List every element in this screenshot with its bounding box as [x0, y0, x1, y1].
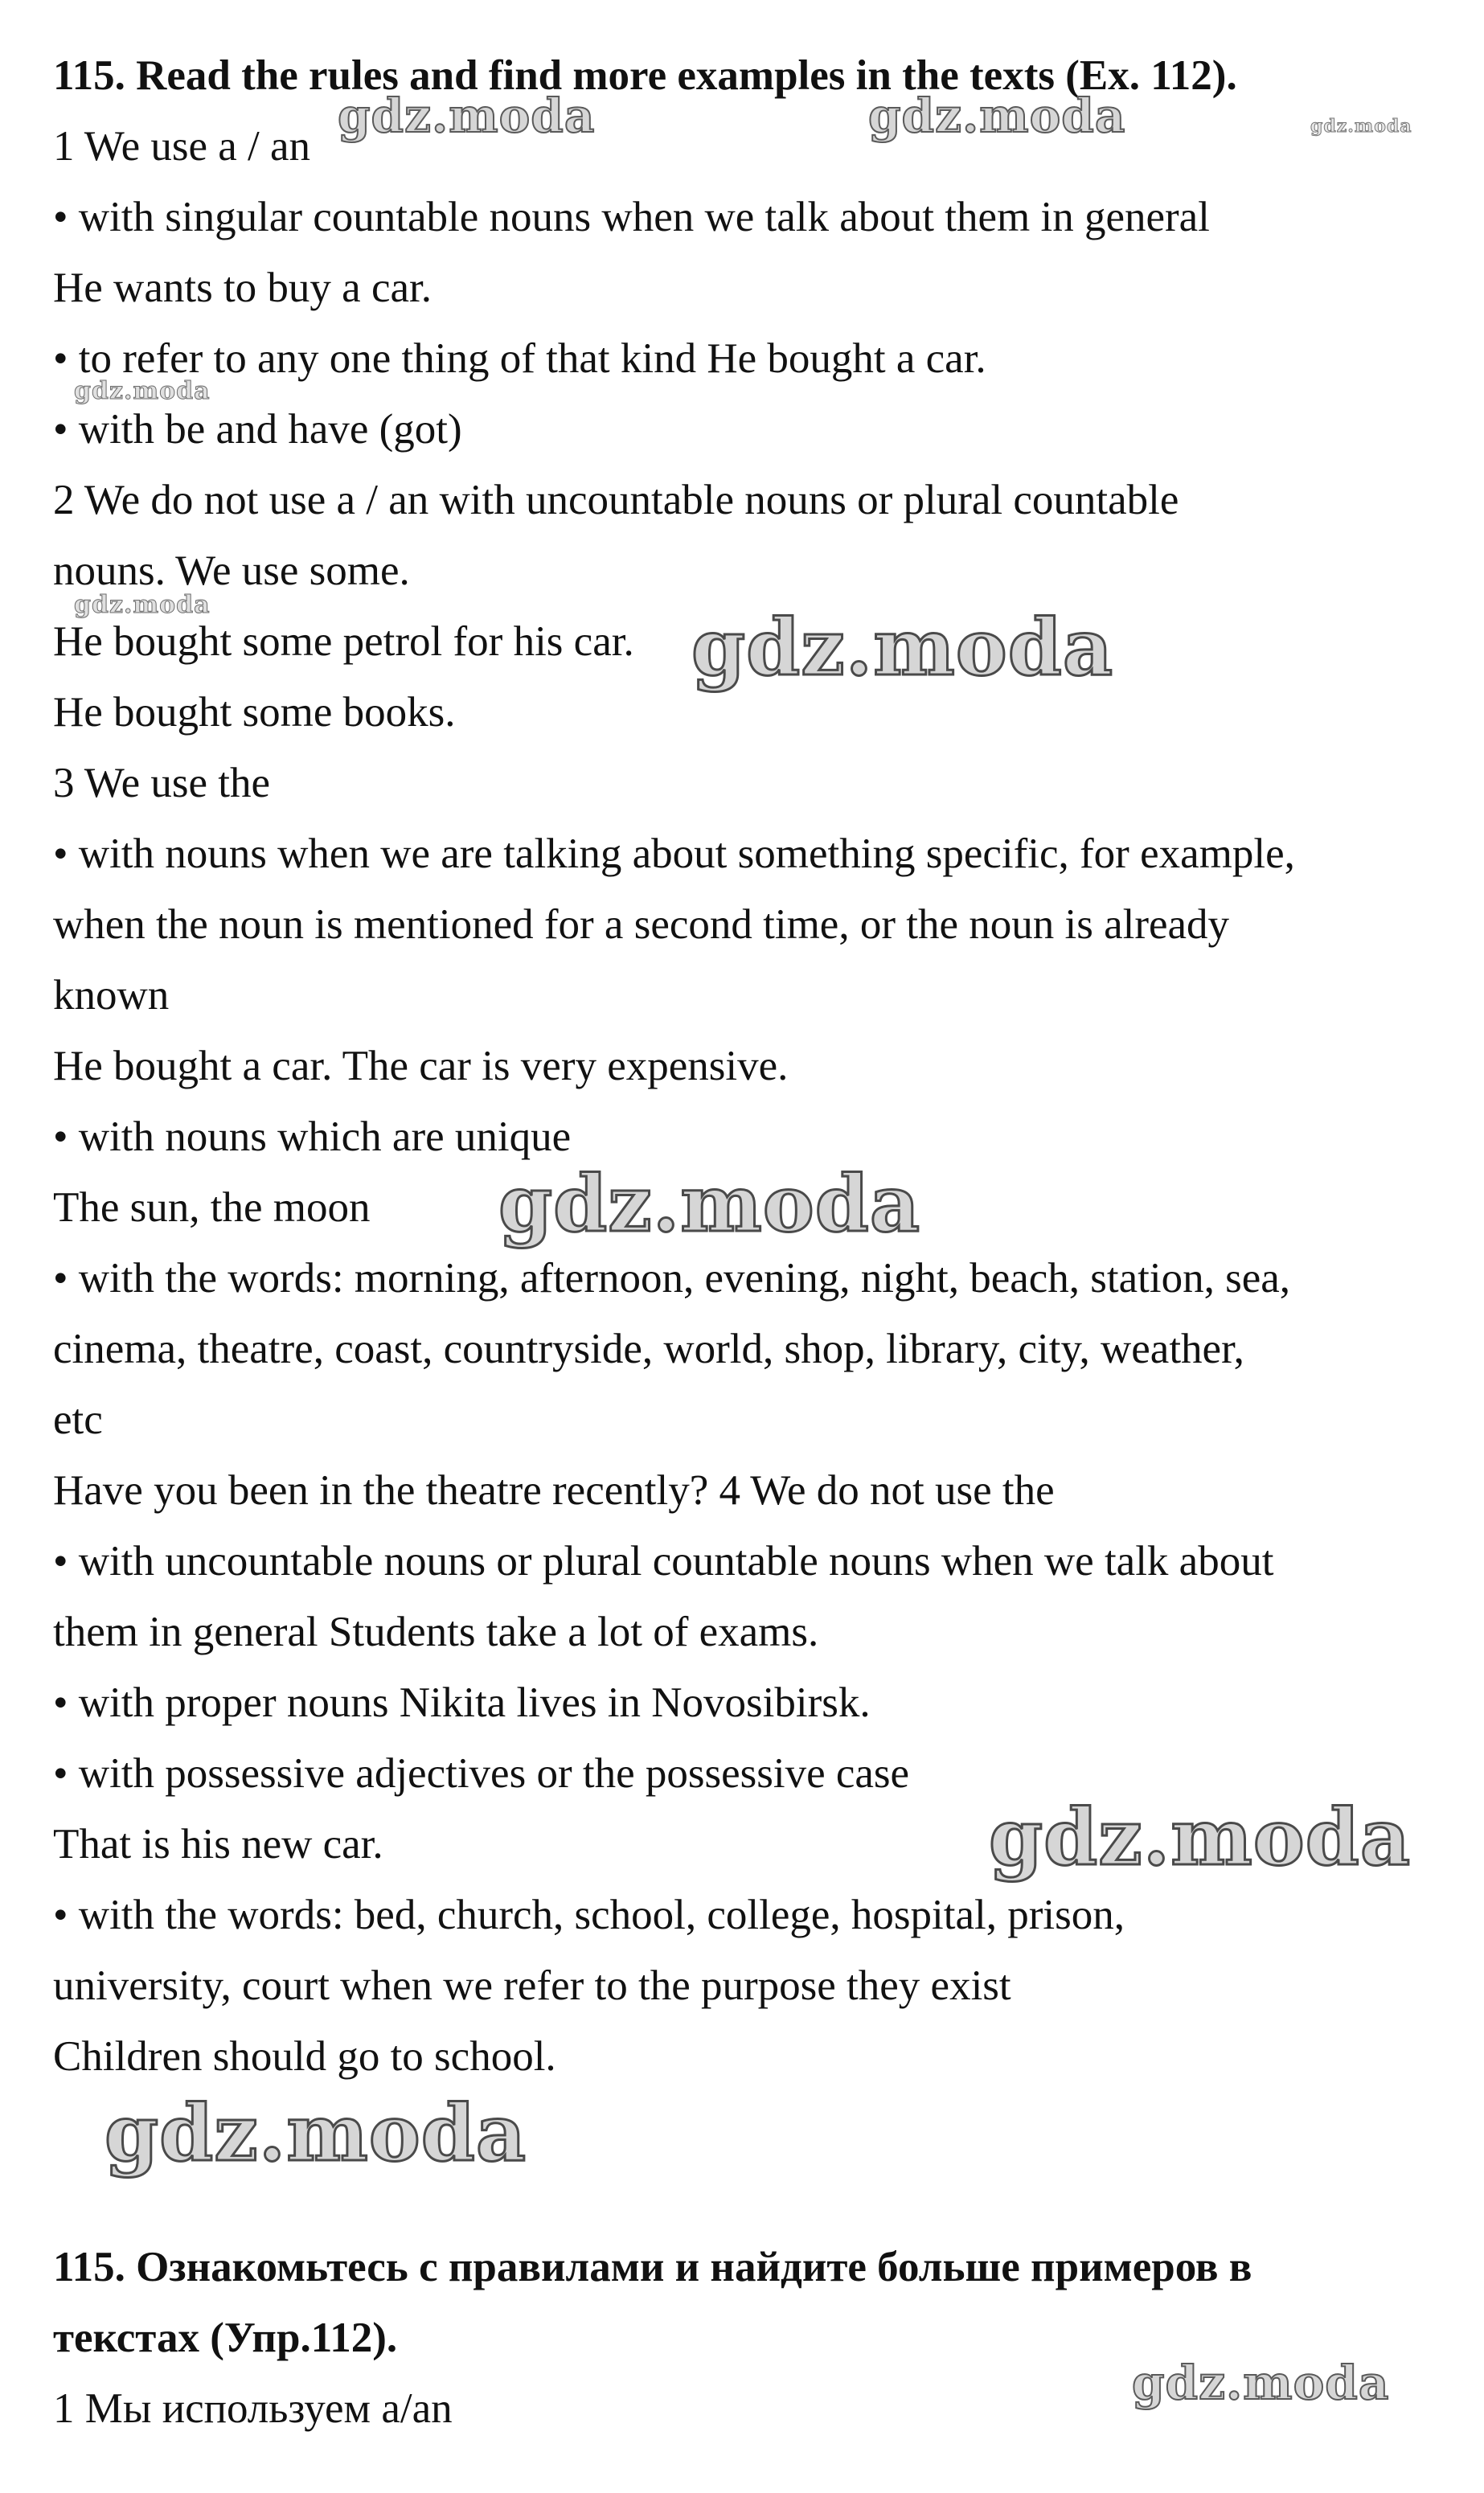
text-line: nouns. We use some. [53, 547, 410, 594]
text-line: university, court when we refer to the purpose they exist [53, 1962, 1011, 2009]
watermark: gdz.moda [691, 602, 1114, 693]
text-line: • with uncountable nouns or plural countable nouns when we talk about [53, 1538, 1274, 1585]
text-line: • with singular countable nouns when we talk about them in general [53, 194, 1210, 240]
text-line: He wants to buy a car. [53, 264, 432, 311]
text-line: etc [53, 1396, 103, 1443]
watermark: gdz.moda [74, 377, 211, 405]
text-line: • with be and have (got) [53, 406, 462, 453]
text-line: them in general Students take a lot of exams. [53, 1609, 819, 1655]
exercise-heading-en: 115. Read the rules and find more examples in the texts (Ex. 112). [53, 52, 1237, 99]
text-line: • with nouns which are unique [53, 1113, 572, 1160]
text-line: Have you been in the theatre recently? 4 We do not use the [53, 1467, 1055, 1514]
text-line: He bought a car. The car is very expensive. [53, 1043, 789, 1089]
text-line: Children should go to school. [53, 2033, 556, 2080]
text-line: 2 We do not use a / an with uncountable nouns or plural countable [53, 477, 1179, 523]
text-line: He bought some books. [53, 689, 456, 736]
watermark: gdz.moda [868, 88, 1126, 143]
text-line-ru: 1 Мы используем a/an [53, 2385, 453, 2432]
watermark: gdz.moda [498, 1158, 921, 1249]
watermark: gdz.moda [1310, 116, 1412, 137]
text-line: • with possessive adjectives or the possessive case [53, 1750, 910, 1797]
watermark: gdz.moda [338, 88, 596, 143]
watermark: gdz.moda [1132, 2356, 1390, 2410]
text-line: That is his new car. [53, 1821, 383, 1868]
watermark: gdz.moda [74, 591, 211, 619]
text-line: 3 We use the [53, 760, 270, 806]
text-line: • with the words: morning, afternoon, evening, night, beach, station, sea, [53, 1255, 1291, 1302]
text-line: cinema, theatre, coast, countryside, world, shop, library, city, weather, [53, 1326, 1244, 1372]
text-line: • with proper nouns Nikita lives in Novosibirsk. [53, 1679, 871, 1726]
text-line: when the noun is mentioned for a second time, or the noun is already [53, 901, 1230, 948]
exercise-heading-ru: 115. Ознакомьтесь с правилами и найдите больше примеров в [53, 2244, 1252, 2290]
text-line: He bought some petrol for his car. [53, 618, 634, 665]
text-line: known [53, 972, 170, 1019]
text-line: The sun, the moon [53, 1184, 371, 1231]
watermark: gdz.moda [989, 1792, 1412, 1883]
watermark: gdz.moda [105, 2088, 527, 2179]
text-line: • to refer to any one thing of that kind He bought a car. [53, 335, 986, 382]
text-line: • with nouns when we are talking about something specific, for example, [53, 830, 1295, 877]
text-line: • with the words: bed, church, school, college, hospital, prison, [53, 1892, 1125, 1938]
exercise-heading-ru-cont: текстах (Упр.112). [53, 2315, 398, 2361]
text-line: 1 We use a / an [53, 123, 311, 170]
